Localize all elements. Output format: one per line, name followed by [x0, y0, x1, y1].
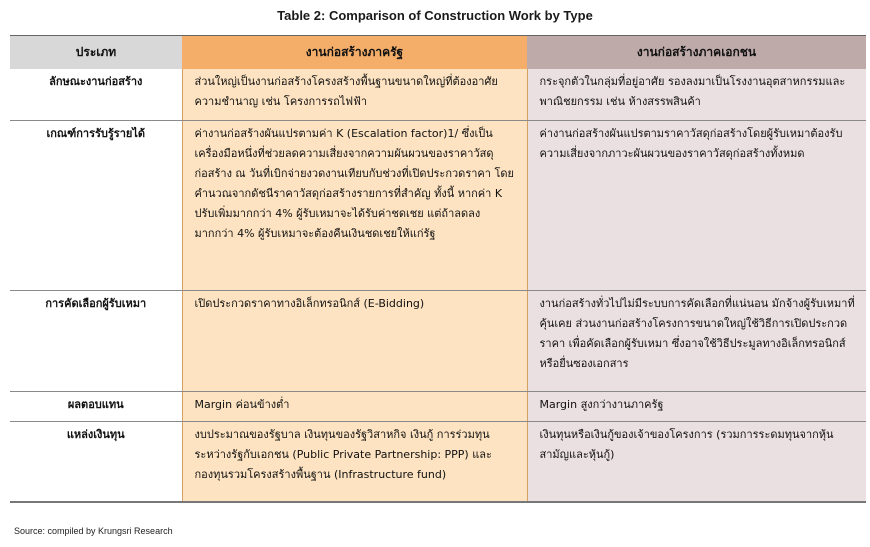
row-label: การคัดเลือกผู้รับเหมา: [10, 290, 182, 391]
private-cell: Margin สูงกว่างานภาครัฐ: [527, 391, 866, 421]
row-label: เกณฑ์การรับรู้รายได้: [10, 120, 182, 290]
public-cell: ส่วนใหญ่เป็นงานก่อสร้างโครงสร้างพื้นฐานขนาดใหญ่ที่ต้องอาศัยความชำนาญ เช่น โครงการรถไฟฟ้า: [182, 69, 527, 120]
public-cell: ค่างานก่อสร้างผันแปรตามค่า K (Escalation factor)1/ ซึ่งเป็นเครื่องมือหนึ่งที่ช่วยลดความเสี่ยงจากความผันผวนของราคาวัสดุก่อสร้าง ณ วันที่เบิกจ่ายงวดงานเทียบกับช่วงที่เปิดประกวดราคา โดยคำนวณจากดัชนีราคาวัสดุก่อสร้างรายการที่สำคัญ ทั้งนี้ หากค่า K ปรับเพิ่มมากกว่า 4% ผู้รับเหมาจะได้รับค่าชดเชย แต่ถ้าลดลงมากกว่า 4% ผู้รับเหมาจะต้องคืนเงินชดเชยให้แก่รัฐ: [182, 120, 527, 290]
table-row: [10, 69, 866, 120]
public-cell: เปิดประกวดราคาทางอิเล็กทรอนิกส์ (E-Bidding): [182, 290, 527, 391]
header-private-construction: งานก่อสร้างภาคเอกชน: [527, 36, 866, 70]
table-header-row: [10, 36, 866, 70]
row-label: ลักษณะงานก่อสร้าง: [10, 69, 182, 120]
private-cell: งานก่อสร้างทั่วไปไม่มีระบบการคัดเลือกที่แน่นอน มักจ้างผู้รับเหมาที่คุ้นเคย ส่วนงานก่อสร้างโครงการขนาดใหญ่ใช้วิธีการเปิดประกวดราคา เพื่อคัดเลือกผู้รับเหมา ซึ่งอาจใช้วิธีประมูลทางอิเล็กทรอนิกส์หรือยื่นซองเอกสาร: [527, 290, 866, 391]
table-row: [10, 421, 866, 502]
private-cell: ค่างานก่อสร้างผันแปรตามราคาวัสดุก่อสร้างโดยผู้รับเหมาต้องรับความเสี่ยงจากภาวะผันผวนของราคาวัสดุก่อสร้างทั้งหมด: [527, 120, 866, 290]
row-label: ผลตอบแทน: [10, 391, 182, 421]
table-row: [10, 391, 866, 421]
header-type: ประเภท: [10, 36, 182, 70]
table-row: [10, 120, 866, 290]
comparison-table: [10, 35, 866, 503]
table-row: [10, 290, 866, 391]
private-cell: กระจุกตัวในกลุ่มที่อยู่อาศัย รองลงมาเป็นโรงงานอุตสาหกรรมและพาณิชยกรรม เช่น ห้างสรรพสินค้า: [527, 69, 866, 120]
source-note: Source: compiled by Krungsri Research: [14, 526, 173, 536]
public-cell: Margin ค่อนข้างต่ำ: [182, 391, 527, 421]
header-public-construction: งานก่อสร้างภาครัฐ: [182, 36, 527, 70]
row-label: แหล่งเงินทุน: [10, 421, 182, 502]
table-title: Table 2: Comparison of Construction Work by Type: [277, 8, 593, 23]
public-cell: งบประมาณของรัฐบาล เงินทุนของรัฐวิสาหกิจ เงินกู้ การร่วมทุนระหว่างรัฐกับเอกชน (Public Private Partnership: PPP) และกองทุนรวมโครงสร้างพื้นฐาน (Infrastructure fund): [182, 421, 527, 502]
private-cell: เงินทุนหรือเงินกู้ของเจ้าของโครงการ (รวมการระดมทุนจากหุ้นสามัญและหุ้นกู้): [527, 421, 866, 502]
